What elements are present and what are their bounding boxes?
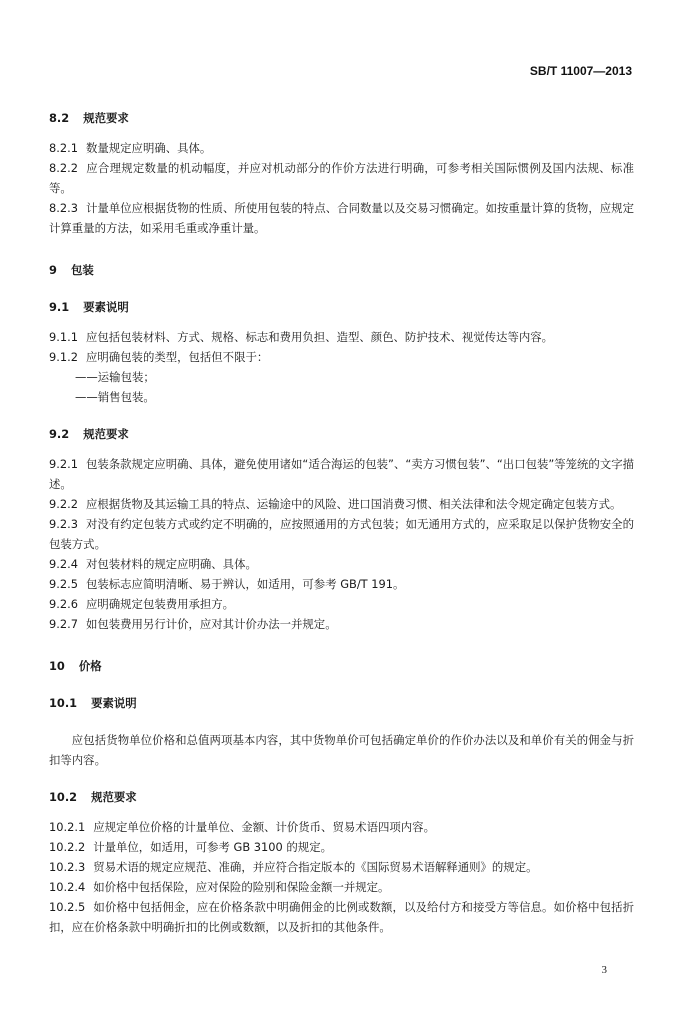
clause-9-2-2 xyxy=(49,494,634,514)
clause-number: 9.2.4 xyxy=(49,557,78,571)
clause-9-1-2 xyxy=(49,347,634,367)
clause-8-2-3 xyxy=(49,198,634,238)
chapter-number: 10 xyxy=(49,659,65,673)
clause-9-2-1 xyxy=(49,454,634,494)
clause-9-2-3 xyxy=(49,514,634,554)
clause-number: 10.2.2 xyxy=(49,840,86,854)
section-title: 要素说明 xyxy=(91,696,137,710)
clause-9-2-5 xyxy=(49,574,634,594)
clause-text: 对没有约定包装方式或约定不明确的，应按照通用的方式包装；如无通用方式的，应采取足以保护货物安全的包装方式。 xyxy=(49,517,634,551)
clause-text: 包装标志应简明清晰、易于辨认，如适用，可参考 GB/T 191。 xyxy=(85,577,405,591)
clause-number: 9.2.6 xyxy=(49,597,78,611)
clause-10-2-5 xyxy=(49,897,634,937)
clause-text: 应包括包装材料、方式、规格、标志和费用负担、造型、颜色、防护技术、视觉传达等内容。 xyxy=(85,330,554,344)
clause-number: 10.2.4 xyxy=(49,880,86,894)
section-title: 规范要求 xyxy=(83,427,129,441)
section-heading-9-1 xyxy=(49,297,634,317)
clause-text: 计量单位，如适用，可参考 GB 3100 的规定。 xyxy=(93,840,332,854)
section-heading-8-2 xyxy=(49,108,634,128)
section-title: 规范要求 xyxy=(83,111,129,125)
chapter-title: 价格 xyxy=(78,659,102,673)
clause-text: 如价格中包括保险，应对保险的险别和保险金额一并规定。 xyxy=(93,880,390,894)
clause-number: 8.2.3 xyxy=(49,201,78,215)
chapter-heading-9 xyxy=(49,260,634,280)
clause-8-2-1 xyxy=(49,138,634,158)
clause-text: 如包装费用另行计价，应对其计价办法一并规定。 xyxy=(85,617,337,631)
clause-number: 9.2.7 xyxy=(49,617,78,631)
section-number: 9.2 xyxy=(49,427,70,441)
section-title: 要素说明 xyxy=(83,300,129,314)
clause-number: 9.2.5 xyxy=(49,577,78,591)
clause-number: 9.2.2 xyxy=(49,497,78,511)
clause-text: 应根据货物及其运输工具的特点、运输途中的风险、进口国消费习惯、相关法律和法令规定确定包装方式。 xyxy=(85,497,622,511)
section-number: 10.1 xyxy=(49,696,78,710)
clause-number: 10.2.5 xyxy=(49,900,86,914)
section-number: 8.2 xyxy=(49,111,70,125)
section-title: 规范要求 xyxy=(91,790,137,804)
clause-8-2-2 xyxy=(49,158,634,198)
section-heading-10-1 xyxy=(49,693,634,713)
chapter-heading-10 xyxy=(49,656,634,676)
clause-text: 应合理规定数量的机动幅度，并应对机动部分的作价方法进行明确，可参考相关国际惯例及国内法规、标准等。 xyxy=(49,161,634,195)
clause-10-2-2 xyxy=(49,837,634,857)
clause-text: 包装条款规定应明确、具体，避免使用诸如“适合海运的包装”、“卖方习惯包装”、“出口包装”等笼统的文字描述。 xyxy=(49,457,634,491)
clause-text: 贸易术语的规定应规范、准确，并应符合指定版本的《国际贸易术语解释通则》的规定。 xyxy=(93,860,538,874)
clause-9-2-6 xyxy=(49,594,634,614)
clause-number: 9.1.1 xyxy=(49,330,78,344)
clause-9-1-1 xyxy=(49,327,634,347)
clause-text: 对包装材料的规定应明确、具体。 xyxy=(85,557,257,571)
clause-text: 如价格中包括佣金，应在价格条款中明确佣金的比例或数额，以及给付方和接受方等信息。如价格中包括折扣，应在价格条款中明确折扣的比例或数额，以及折扣的其他条件。 xyxy=(49,900,634,934)
clause-number: 9.2.3 xyxy=(49,517,78,531)
body-paragraph: 应包括货物单位价格和总值两项基本内容，其中货物单价可包括确定单价的作价办法以及和单价有关的佣金与折扣等内容。 xyxy=(49,733,634,767)
clause-number: 9.1.2 xyxy=(49,350,78,364)
section-number: 9.1 xyxy=(49,300,70,314)
page-number: 3 xyxy=(601,964,607,976)
chapter-number: 9 xyxy=(49,263,57,277)
section-heading-9-2 xyxy=(49,424,634,444)
clause-10-2-1 xyxy=(49,817,634,837)
clause-number: 10.2.3 xyxy=(49,860,86,874)
document-body xyxy=(49,108,634,937)
standard-code: SB/T 11007—2013 xyxy=(529,64,632,78)
clause-number: 8.2.2 xyxy=(49,161,78,175)
clause-text: 应规定单位价格的计量单位、金额、计价货币、贸易术语四项内容。 xyxy=(93,820,435,834)
clause-number: 8.2.1 xyxy=(49,141,78,155)
section-number: 10.2 xyxy=(49,790,78,804)
list-item: ——运输包装； xyxy=(75,370,155,384)
clause-10-2-3 xyxy=(49,857,634,877)
clause-9-2-4 xyxy=(49,554,634,574)
clause-text: 数量规定应明确、具体。 xyxy=(85,141,212,155)
clause-9-2-7 xyxy=(49,614,634,634)
chapter-title: 包装 xyxy=(70,263,94,277)
clause-number: 9.2.1 xyxy=(49,457,78,471)
clause-text: 应明确包装的类型，包括但不限于： xyxy=(85,350,269,364)
list-item: ——销售包装。 xyxy=(75,390,155,404)
clause-text: 计量单位应根据货物的性质、所使用包装的特点、合同数量以及交易习惯确定。如按重量计算的货物，应规定计算重量的方法，如采用毛重或净重计量。 xyxy=(49,201,634,235)
clause-10-2-4 xyxy=(49,877,634,897)
clause-number: 10.2.1 xyxy=(49,820,86,834)
clause-text: 应明确规定包装费用承担方。 xyxy=(85,597,235,611)
section-heading-10-2 xyxy=(49,787,634,807)
